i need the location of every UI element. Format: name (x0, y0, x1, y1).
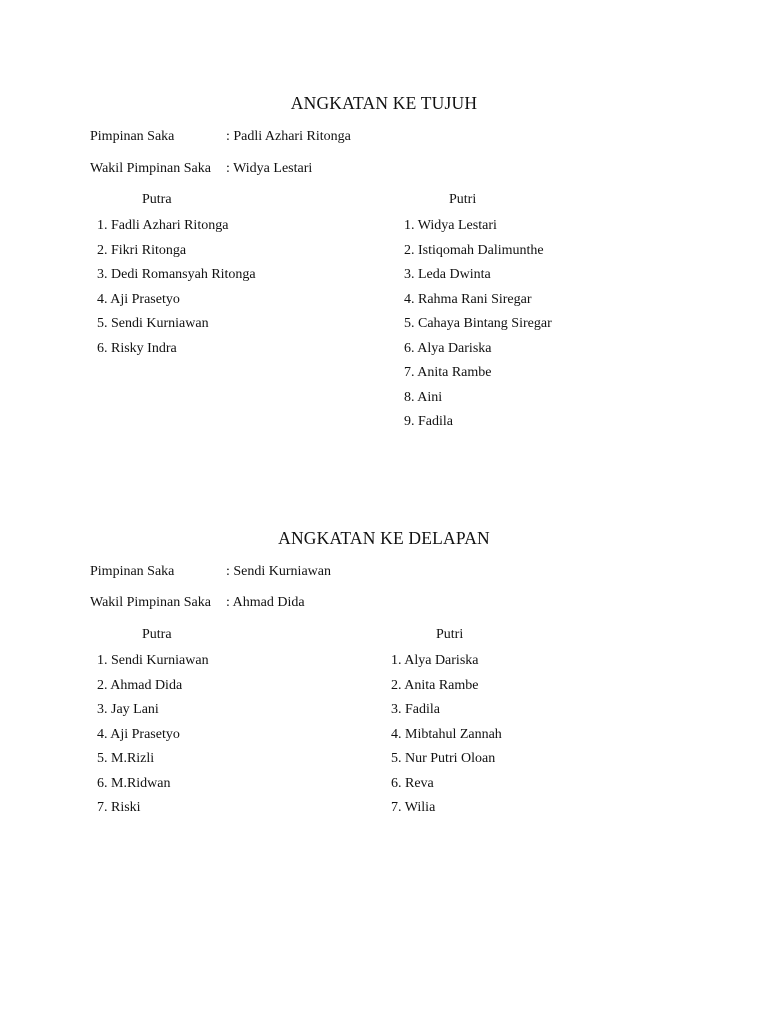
list-item: 3. Jay Lani (97, 702, 159, 717)
list-item: 1. Alya Dariska (391, 653, 479, 668)
pimpinan-label: Pimpinan Saka (90, 129, 175, 144)
list-item: 4. Aji Prasetyo (97, 726, 180, 742)
list-item: 1. Sendi Kurniawan (97, 653, 209, 668)
list-item: 4. Mibtahul Zannah (391, 726, 502, 742)
wakil-label: Wakil Pimpinan Saka (90, 161, 211, 176)
wakil-label: Wakil Pimpinan Saka (90, 595, 211, 610)
section-title: ANGKATAN KE TUJUH (290, 93, 478, 113)
list-item: 1. Widya Lestari (404, 218, 497, 233)
putri-heading: Putri (436, 627, 464, 642)
list-item: 6. Alya Dariska (404, 340, 492, 356)
list-item: 7. Riski (97, 800, 141, 815)
putra-heading: Putra (142, 192, 172, 207)
list-item: 3. Leda Dwinta (404, 267, 491, 282)
list-item: 2. Fikri Ritonga (97, 242, 187, 258)
section-title: ANGKATAN KE DELAPAN (278, 528, 490, 548)
list-item: 5. Sendi Kurniawan (97, 316, 209, 331)
list-item: 3. Fadila (391, 702, 440, 717)
list-item: 2. Anita Rambe (391, 677, 479, 693)
list-item: 6. M.Ridwan (97, 775, 171, 791)
putri-heading: Putri (449, 192, 477, 207)
list-item: 6. Reva (391, 775, 434, 791)
wakil-value: : Ahmad Dida (226, 595, 305, 610)
list-item: 6. Risky Indra (97, 340, 177, 356)
putri-list (391, 651, 502, 823)
putra-list (97, 651, 209, 823)
list-item: 4. Aji Prasetyo (97, 291, 180, 307)
list-item: 5. Nur Putri Oloan (391, 751, 496, 766)
list-item: 3. Dedi Romansyah Ritonga (97, 267, 256, 282)
pimpinan-label: Pimpinan Saka (90, 564, 175, 579)
putra-heading: Putra (142, 627, 172, 642)
putra-list (97, 216, 256, 363)
wakil-value: : Widya Lestari (226, 161, 313, 176)
list-item: 4. Rahma Rani Siregar (404, 291, 532, 307)
list-item: 9. Fadila (404, 414, 453, 429)
pimpinan-value: : Sendi Kurniawan (226, 564, 331, 579)
list-item: 1. Fadli Azhari Ritonga (97, 218, 229, 233)
pimpinan-value: : Padli Azhari Ritonga (226, 129, 351, 144)
list-item: 5. Cahaya Bintang Siregar (404, 316, 552, 331)
putri-list (404, 216, 552, 437)
list-item: 5. M.Rizli (97, 751, 155, 766)
list-item: 8. Aini (404, 389, 443, 405)
list-item: 7. Wilia (391, 800, 436, 815)
list-item: 2. Istiqomah Dalimunthe (404, 242, 544, 258)
list-item: 2. Ahmad Dida (97, 677, 183, 693)
list-item: 7. Anita Rambe (404, 365, 492, 380)
